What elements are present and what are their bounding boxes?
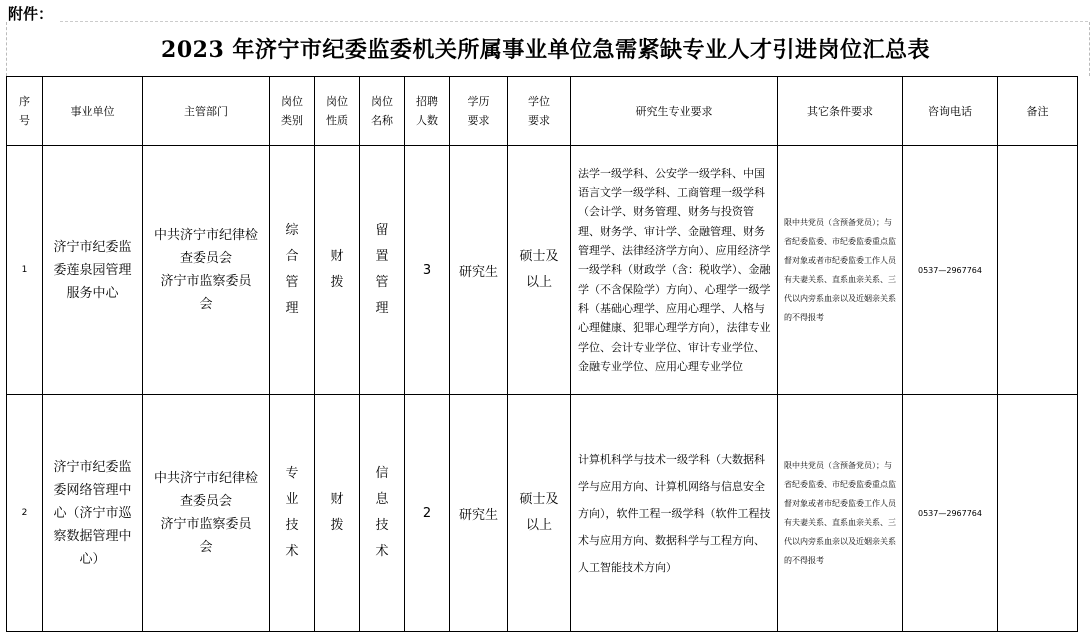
- row-seq: 1: [7, 146, 43, 395]
- table-row: [7, 395, 1078, 632]
- header-other: 其它条件要求: [778, 77, 903, 146]
- attachment-label: 附件：: [8, 5, 54, 23]
- row-major: 计算机科学与技术一级学科（大数据科学与应用方向、计算机网络与信息安全方向），软件工程一级学科（软件工程技术与应用方向、数据科学与工程方向、人工智能技术方向）: [571, 395, 778, 632]
- row-post-category: 专 业 技 术: [270, 395, 315, 632]
- row-dept: 中共济宁市纪律检 查委员会 济宁市监察委员 会: [143, 146, 270, 395]
- document-title: 2023 年济宁市纪委监委机关所属事业单位急需紧缺专业人才引进岗位汇总表: [161, 37, 930, 63]
- row-phone: 0537—2967764: [903, 395, 998, 632]
- header-post-nature: 岗位 性质: [315, 77, 360, 146]
- row-dept: 中共济宁市纪律检 查委员会 济宁市监察委员 会: [143, 395, 270, 632]
- row-major: 法学一级学科、公安学一级学科、中国语言文学一级学科、工商管理一级学科（会计学、财务管理、财务与投资管理、财务学、审计学、金融管理、财务管理学、法律经济学方向）、应用经济学一级学科（财政学（含：税收学）、金融学（不含保险学）方向）、心理学一级学科（基础心理学、应用心理学、人格与心理健康、犯罪心理学方向），法律专业学位、会计专业学位、审计专业学位、金融专业学位、应用心理专业学位: [571, 146, 778, 395]
- header-recruit-count: 招聘 人数: [405, 77, 450, 146]
- row-recruit-count: 3: [405, 146, 450, 395]
- row-education: 研究生: [450, 146, 508, 395]
- row-remarks: [998, 146, 1078, 395]
- header-degree: 学位 要求: [508, 77, 571, 146]
- header-remarks: 备注: [998, 77, 1078, 146]
- row-unit: 济宁市纪委监委网络管理中心（济宁市巡察数据管理中心）: [43, 395, 143, 632]
- table-row: [7, 146, 1078, 395]
- row-remarks: [998, 395, 1078, 632]
- row-recruit-count: 2: [405, 395, 450, 632]
- row-post-name: 信 息 技 术: [360, 395, 405, 632]
- header-dept: 主管部门: [143, 77, 270, 146]
- header-row: [7, 77, 1078, 146]
- row-other: 限中共党员（含预备党员）；与省纪委监委、市纪委监委重点监督对象或者市纪委监委工作人员有夫妻关系、直系血亲关系、三代以内旁系血亲以及近姻亲关系的不得报考: [778, 146, 903, 395]
- row-degree: 硕士及 以上: [508, 395, 571, 632]
- row-unit: 济宁市纪委监委莲泉园管理服务中心: [43, 146, 143, 395]
- header-seq: 序 号: [7, 77, 43, 146]
- row-other: 限中共党员（含预备党员）；与省纪委监委、市纪委监委重点监督对象或者市纪委监委工作人员有夫妻关系、直系血亲关系、三代以内旁系血亲以及近姻亲关系的不得报考: [778, 395, 903, 632]
- row-education: 研究生: [450, 395, 508, 632]
- row-degree: 硕士及 以上: [508, 146, 571, 395]
- header-unit: 事业单位: [43, 77, 143, 146]
- header-phone: 咨询电话: [903, 77, 998, 146]
- row-post-name: 留 置 管 理: [360, 146, 405, 395]
- header-major: 研究生专业要求: [571, 77, 778, 146]
- header-post-category: 岗位 类别: [270, 77, 315, 146]
- row-phone: 0537—2967764: [903, 146, 998, 395]
- row-post-nature: 财 拨: [315, 146, 360, 395]
- row-post-category: 综 合 管 理: [270, 146, 315, 395]
- positions-table: [6, 76, 1078, 632]
- header-post-name: 岗位 名称: [360, 77, 405, 146]
- header-education: 学历 要求: [450, 77, 508, 146]
- row-post-nature: 财 拨: [315, 395, 360, 632]
- row-seq: 2: [7, 395, 43, 632]
